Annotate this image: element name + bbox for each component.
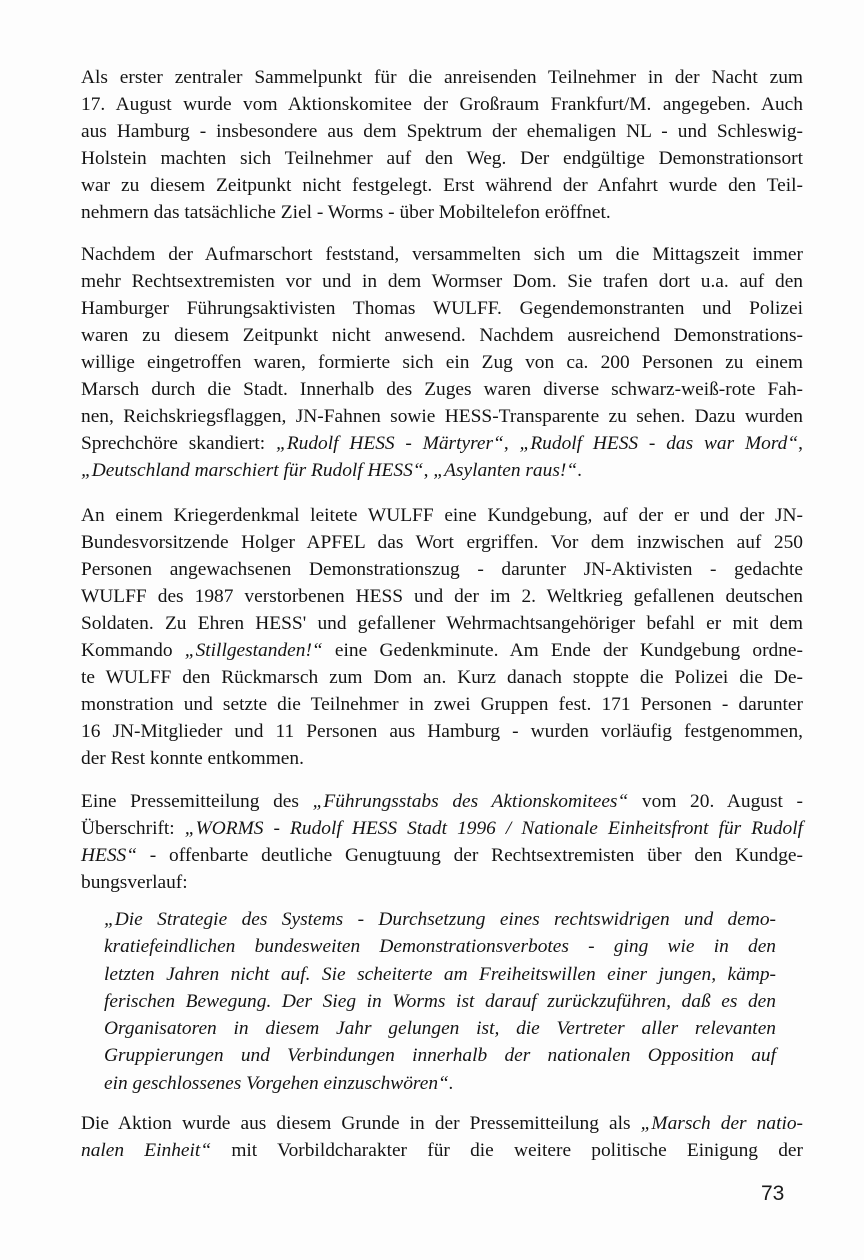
text-line (81, 430, 803, 457)
text-line: Personen angewachsenen Demonstrationszug - darunter JN-Aktivisten - gedachte (81, 559, 803, 580)
text-line: An einem Kriegerdenkmal leitete WULFF eine Kundgebung, auf der er und der JN- (81, 505, 803, 526)
text-line: willige eingetroffen waren, formierte sich ein Zug von ca. 200 Personen zu einem (81, 352, 803, 373)
paragraph-1 (81, 64, 803, 226)
text-segment: mit Vorbildcharakter für die weitere politische Einigung der (211, 1140, 803, 1161)
text-segment: , (423, 460, 434, 481)
paragraph-3 (81, 502, 803, 772)
text-line: Nachdem der Aufmarschort feststand, versammelten sich um die Mittagszeit immer (81, 244, 803, 265)
quote-line: ferischen Bewegung. Der Sieg in Worms ist darauf zurückzuführen, daß es den (104, 990, 776, 1012)
text-segment: , (798, 433, 803, 454)
page-number: 73 (761, 1182, 785, 1205)
quote-line: Gruppierungen und Verbindungen innerhalb der nationalen Opposition auf (104, 1045, 776, 1067)
text-segment: . (577, 460, 582, 481)
press-release-title: „Führungsstabs des Aktionskomitees“ (312, 791, 629, 812)
text-segment: Kommando (81, 640, 185, 661)
text-line: waren zu diesem Zeitpunkt nicht anwesend. Nachdem ausreichend Demonstrations- (81, 325, 803, 346)
text-line: monstration und setzte die Teilnehmer in zwei Gruppen fest. 171 Personen - darunter (81, 694, 803, 715)
text-line (81, 842, 803, 869)
march-quote: „Marsch der natio- (640, 1113, 803, 1134)
text-line (81, 788, 803, 815)
chant-quote: „Asylanten raus!“ (433, 460, 578, 481)
quote-line: kratiefeindlichen bundesweiten Demonstrationsverbotes - ging wie in den (104, 936, 776, 958)
quote-line: „Die Strategie des Systems - Durchsetzung eines rechtswidrigen und demo- (104, 909, 776, 930)
text-line: 16 JN-Mitglieder und 11 Personen aus Hamburg - wurden vorläufig festgenommen, (81, 721, 803, 742)
text-line: nehmern das tatsächliche Ziel - Worms - über Mobiltelefon eröffnet. (81, 202, 611, 223)
text-line (81, 1137, 803, 1164)
text-line: mehr Rechtsextremisten vor und in dem Wormser Dom. Sie trafen dort u.a. auf den (81, 271, 803, 292)
text-segment: - offenbarte deutliche Genugtuung der Rechtsextremisten über den Kundge- (137, 845, 803, 866)
paragraph-5 (81, 1110, 803, 1164)
text-line: Soldaten. Zu Ehren HESS' und gefallener Wehrmachtsangehöriger befahl er mit dem (81, 613, 803, 634)
text-line: bungsverlauf: (81, 872, 188, 893)
text-line: war zu diesem Zeitpunkt nicht festgelegt. Erst während der Anfahrt wurde den Teil- (81, 175, 803, 196)
text-line: der Rest konnte entkommen. (81, 748, 304, 769)
text-segment: , (503, 433, 520, 454)
text-line: te WULFF den Rückmarsch zum Dom an. Kurz danach stoppte die Polizei die De- (81, 667, 803, 688)
text-segment: Überschrift: (81, 818, 185, 839)
text-segment: Die Aktion wurde aus diesem Grunde in der Pressemitteilung als (81, 1113, 641, 1134)
text-line: Marsch durch die Stadt. Innerhalb des Zuges waren diverse schwarz-weiß-rote Fah- (81, 379, 803, 400)
march-quote: nalen Einheit“ (81, 1140, 212, 1161)
text-segment: Sprechchöre skandiert: (81, 433, 277, 454)
text-line: Als erster zentraler Sammelpunkt für die anreisenden Teilnehmer in der Nacht zum (81, 67, 803, 88)
text-segment: vom 20. August - (628, 791, 804, 812)
text-segment: eine Gedenkminute. Am Ende der Kundgebung ordne- (322, 640, 803, 661)
quote-line: letzten Jahren nicht auf. Sie scheiterte am Freiheitswillen einer jungen, kämp- (104, 963, 776, 985)
chant-quote: „Rudolf HESS - Märtyrer“ (276, 433, 504, 454)
chant-quote: „Rudolf HESS - das war Mord“ (519, 433, 799, 454)
text-line: Hamburger Führungsaktivisten Thomas WULFF. Gegendemonstranten und Polizei (81, 298, 803, 319)
text-line: nen, Reichskriegsflaggen, JN-Fahnen sowie HESS-Transparente zu sehen. Dazu wurden (81, 406, 803, 427)
text-line (81, 457, 803, 484)
text-line: 17. August wurde vom Aktionskomitee der Großraum Frankfurt/M. angegeben. Auch (81, 94, 803, 115)
command-quote: „Stillgestanden!“ (184, 640, 323, 661)
headline-quote: HESS“ (81, 845, 138, 866)
text-segment: Eine Pressemitteilung des (81, 791, 313, 812)
text-line: Bundesvorsitzende Holger APFEL das Wort ergriffen. Vor dem inzwischen auf 250 (81, 532, 803, 553)
paragraph-2 (81, 241, 803, 484)
block-quote (104, 906, 776, 1097)
quote-line: Organisatoren in diesem Jahr gelungen ist, die Vertreter aller relevanten (104, 1018, 776, 1040)
text-line (81, 815, 803, 842)
text-line: Holstein machten sich Teilnehmer auf den Weg. Der endgültige Demonstrationsort (81, 148, 803, 169)
chant-quote: „Deutschland marschiert für Rudolf HESS“ (81, 460, 424, 481)
text-line (81, 637, 803, 664)
quote-line: ein geschlossenes Vorgehen einzuschwören“. (104, 1072, 454, 1094)
text-line (81, 1110, 803, 1137)
paragraph-4 (81, 788, 803, 896)
text-line: aus Hamburg - insbesondere aus dem Spektrum der ehemaligen NL - und Schleswig- (81, 121, 803, 142)
headline-quote: „WORMS - Rudolf HESS Stadt 1996 / Nationale Einheitsfront für Rudolf (184, 818, 803, 839)
text-line: WULFF des 1987 verstorbenen HESS und der im 2. Weltkrieg gefallenen deutschen (81, 586, 803, 607)
